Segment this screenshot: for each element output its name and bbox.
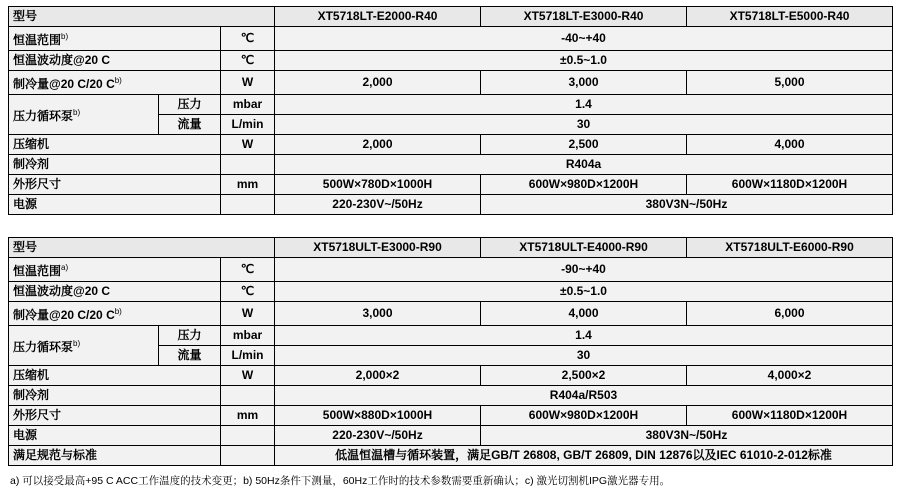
row-label	[9, 302, 221, 326]
row-label	[9, 258, 221, 282]
row-value-2: 600W×980D×1200H	[481, 406, 687, 426]
row-value-3: 5,000	[687, 71, 893, 95]
row-unit: L/min	[221, 346, 275, 366]
row-label-note: b)	[73, 339, 81, 348]
row-value-power-2: 380V3N~/50Hz	[481, 426, 893, 446]
row-label-pump	[9, 326, 159, 366]
table-header-row	[9, 238, 893, 258]
row-label-note: b)	[114, 307, 122, 316]
row-value-2: 600W×980D×1200H	[481, 175, 687, 195]
row-label: 压缩机	[9, 366, 221, 386]
table-row	[9, 135, 893, 155]
row-label	[9, 71, 221, 95]
row-value-3: 4,000×2	[687, 366, 893, 386]
table-row	[9, 27, 893, 51]
table-row	[9, 51, 893, 71]
row-label-text: 恒温范围	[13, 264, 62, 278]
row-value-1: 500W×880D×1000H	[275, 406, 481, 426]
table-row	[9, 258, 893, 282]
row-label-note: b)	[73, 108, 81, 117]
row-label: 外形尺寸	[9, 406, 221, 426]
header-label-model: 型号	[9, 7, 275, 27]
table-row	[9, 326, 893, 346]
row-value-power-1: 220-230V~/50Hz	[275, 195, 481, 215]
table-row	[9, 282, 893, 302]
row-value-2: 3,000	[481, 71, 687, 95]
row-value-merged: ±0.5~1.0	[275, 282, 893, 302]
table-header-row	[9, 7, 893, 27]
row-label: 恒温波动度@20 C	[9, 51, 221, 71]
header-model-2: XT5718ULT-E4000-R90	[481, 238, 687, 258]
spec-table-ult-series	[8, 237, 893, 466]
row-sub-flow: 流量	[159, 115, 221, 135]
row-value-3: 4,000	[687, 135, 893, 155]
row-label: 电源	[9, 195, 221, 215]
row-label: 外形尺寸	[9, 175, 221, 195]
row-value-3: 6,000	[687, 302, 893, 326]
header-model-3: XT5718LT-E5000-R40	[687, 7, 893, 27]
row-unit	[221, 446, 275, 466]
row-sub-pressure: 压力	[159, 95, 221, 115]
row-label-note: b)	[114, 76, 122, 85]
row-value-standards: 低温恒温槽与循环装置，满足GB/T 26808, GB/T 26809, DIN 12876以及IEC 61010-2-012标准	[275, 446, 893, 466]
row-unit: mm	[221, 175, 275, 195]
header-model-1: XT5718LT-E2000-R40	[275, 7, 481, 27]
row-value-1: 2,000	[275, 135, 481, 155]
row-value-2: 4,000	[481, 302, 687, 326]
row-unit	[221, 155, 275, 175]
row-label: 电源	[9, 426, 221, 446]
table-row	[9, 195, 893, 215]
row-value-merged: 1.4	[275, 95, 893, 115]
table-row	[9, 406, 893, 426]
header-model-1: XT5718ULT-E3000-R90	[275, 238, 481, 258]
row-value-merged: 30	[275, 115, 893, 135]
row-unit	[221, 386, 275, 406]
row-unit: mm	[221, 406, 275, 426]
row-label-text: 压力循环泵	[13, 109, 74, 123]
table-row	[9, 446, 893, 466]
row-unit: mbar	[221, 95, 275, 115]
table-gap	[8, 215, 892, 237]
row-label-pump	[9, 95, 159, 135]
row-unit: L/min	[221, 115, 275, 135]
header-model-2: XT5718LT-E3000-R40	[481, 7, 687, 27]
row-label-note: b)	[61, 32, 69, 41]
row-value-merged: R404a	[275, 155, 893, 175]
table-row	[9, 175, 893, 195]
row-label-text: 压力循环泵	[13, 340, 74, 354]
header-model-3: XT5718ULT-E6000-R90	[687, 238, 893, 258]
row-label-note: a)	[61, 263, 69, 272]
row-unit	[221, 195, 275, 215]
row-unit: mbar	[221, 326, 275, 346]
row-label: 压缩机	[9, 135, 221, 155]
row-value-1: 500W×780D×1000H	[275, 175, 481, 195]
table-row	[9, 366, 893, 386]
row-unit: ℃	[221, 27, 275, 51]
row-label	[9, 27, 221, 51]
row-value-merged: -90~+40	[275, 258, 893, 282]
row-label-text: 制冷量@20 C/20 C	[13, 77, 115, 91]
row-value-1: 3,000	[275, 302, 481, 326]
row-unit: W	[221, 366, 275, 386]
row-value-power-1: 220-230V~/50Hz	[275, 426, 481, 446]
table-row	[9, 386, 893, 406]
table-row	[9, 155, 893, 175]
row-unit: ℃	[221, 258, 275, 282]
row-value-2: 2,500×2	[481, 366, 687, 386]
row-unit	[221, 426, 275, 446]
row-sub-pressure: 压力	[159, 326, 221, 346]
row-value-merged: 30	[275, 346, 893, 366]
row-value-power-2: 380V3N~/50Hz	[481, 195, 893, 215]
table-row	[9, 95, 893, 115]
row-value-merged: R404a/R503	[275, 386, 893, 406]
row-value-1: 2,000×2	[275, 366, 481, 386]
table-row	[9, 302, 893, 326]
table-row	[9, 426, 893, 446]
row-unit: W	[221, 302, 275, 326]
row-value-2: 2,500	[481, 135, 687, 155]
row-value-3: 600W×1180D×1200H	[687, 406, 893, 426]
row-unit: W	[221, 135, 275, 155]
row-label-text: 制冷量@20 C/20 C	[13, 308, 115, 322]
table-row	[9, 71, 893, 95]
header-label-model: 型号	[9, 238, 275, 258]
footnote: a) 可以接受最高+95 C ACC工作温度的技术变更；b) 50Hz条件下测量，60Hz工作时的技术参数需要重新确认；c) 激光切割机IPG激光器专用。	[10, 475, 671, 487]
row-label-text: 恒温范围	[13, 33, 62, 47]
row-sub-flow: 流量	[159, 346, 221, 366]
spec-table-lt-series	[8, 6, 893, 215]
row-unit: ℃	[221, 282, 275, 302]
row-value-merged: 1.4	[275, 326, 893, 346]
row-label: 制冷剂	[9, 386, 221, 406]
row-value-1: 2,000	[275, 71, 481, 95]
row-value-merged: -40~+40	[275, 27, 893, 51]
row-label: 恒温波动度@20 C	[9, 282, 221, 302]
row-unit: ℃	[221, 51, 275, 71]
row-label-standards: 满足规范与标准	[9, 446, 221, 466]
row-value-3: 600W×1180D×1200H	[687, 175, 893, 195]
row-label: 制冷剂	[9, 155, 221, 175]
row-value-merged: ±0.5~1.0	[275, 51, 893, 71]
row-unit: W	[221, 71, 275, 95]
